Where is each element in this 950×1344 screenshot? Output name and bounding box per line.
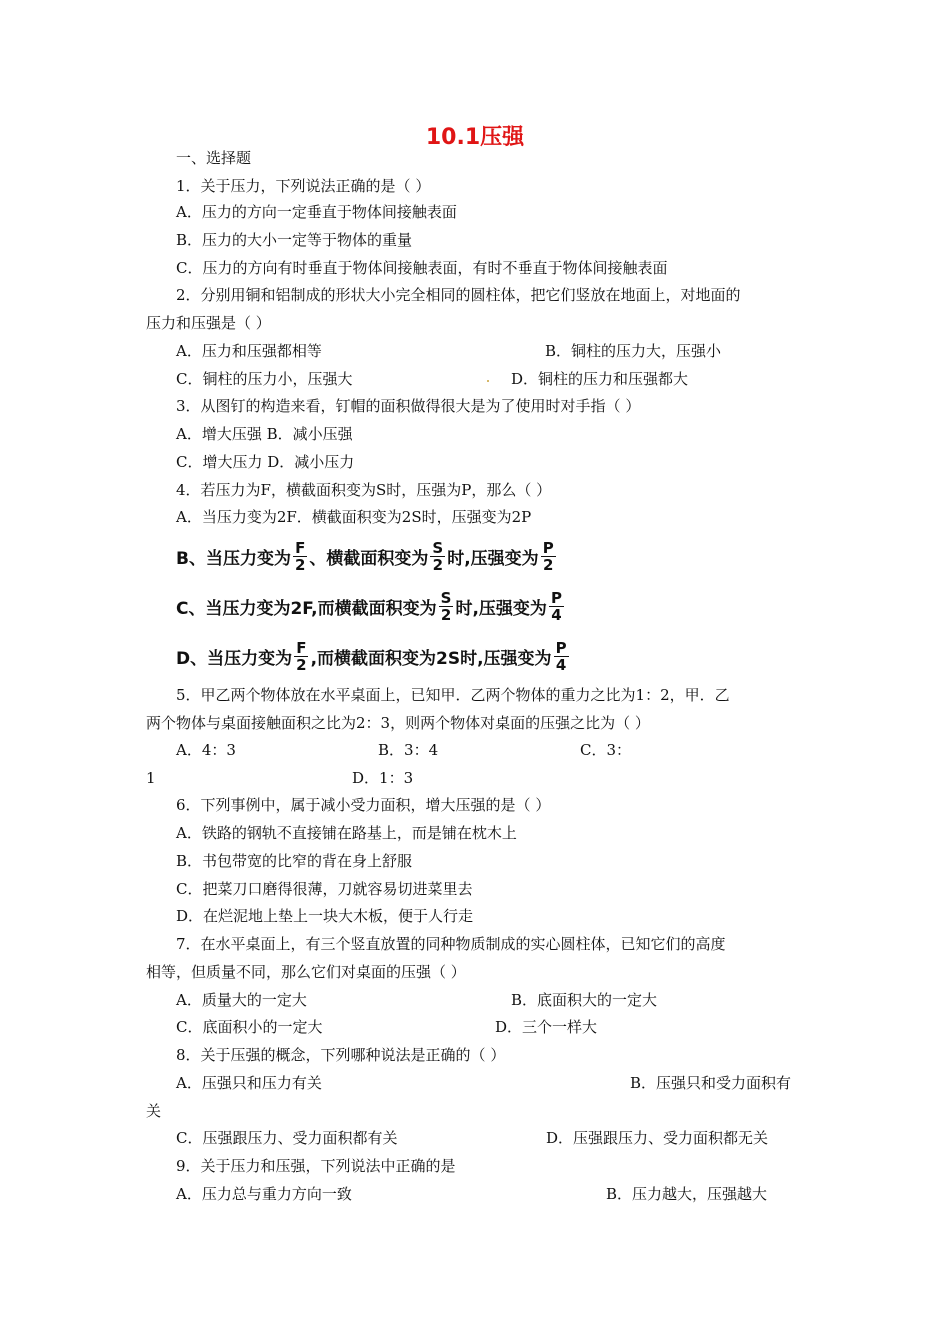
option-5a: A．4：3 xyxy=(176,741,236,759)
question-7: 7．在水平桌面上，有三个竖直放置的同种物质制成的实心圆柱体，已知它们的高度 xyxy=(176,935,726,953)
option-4c-text-1: C、当压力变为2F,而横截面积变为 xyxy=(176,599,437,619)
option-6d: D．在烂泥地上垫上一块大木板，便于人行走 xyxy=(176,907,474,925)
option-4b-text-3: 时,压强变为 xyxy=(447,549,539,569)
option-4d-text-2: ,而横截面积变为2S时,压强变为 xyxy=(310,649,552,669)
fraction-numerator: S xyxy=(440,589,452,607)
fraction-denominator: 2 xyxy=(294,556,306,574)
option-4c xyxy=(176,590,566,623)
option-5b: B．3：4 xyxy=(378,741,439,759)
option-7d: D．三个一样大 xyxy=(495,1018,598,1036)
fraction-numerator: P xyxy=(542,539,554,557)
option-4a: A．当压力变为2F．横截面积变为2S时，压强变为2P xyxy=(176,508,532,526)
question-2: 2．分别用铜和铝制成的形状大小完全相同的圆柱体，把它们竖放在地面上，对地面的 xyxy=(176,286,741,304)
fraction-numerator: P xyxy=(550,589,562,607)
fraction-denominator: 4 xyxy=(551,606,562,624)
fraction-numerator: S xyxy=(432,539,444,557)
question-2-continued: 压力和压强是（ ） xyxy=(146,314,271,332)
question-4: 4．若压力为F，横截面积变为S时，压强为P，那么（ ） xyxy=(176,481,552,499)
question-8: 8．关于压强的概念，下列哪种说法是正确的（ ） xyxy=(176,1046,506,1064)
option-8a: A．压强只和压力有关 xyxy=(176,1074,322,1092)
question-5: 5．甲乙两个物体放在水平桌面上，已知甲．乙两个物体的重力之比为1：2，甲．乙 xyxy=(176,686,730,704)
option-4b xyxy=(176,540,558,573)
option-5c: C．3： xyxy=(580,741,632,759)
options-3cd: C．增大压力 D．减小压力 xyxy=(176,453,355,471)
fraction-denominator: 2 xyxy=(432,556,444,574)
option-4c-text-2: 时,压强变为 xyxy=(455,599,547,619)
fraction-denominator: 2 xyxy=(542,556,554,574)
option-5d: D．1：3 xyxy=(352,769,414,787)
option-9b: B．压力越大，压强越大 xyxy=(606,1185,768,1203)
document-title: 10.1压强 xyxy=(425,125,525,150)
option-2b: B．铜柱的压力大，压强小 xyxy=(545,342,722,360)
option-7b: B．底面积大的一定大 xyxy=(511,991,658,1009)
fraction-p-over-4 xyxy=(549,590,564,623)
question-1: 1．关于压力，下列说法正确的是（ ） xyxy=(176,177,431,195)
option-4b-text-1: B、当压力变为 xyxy=(176,549,291,569)
option-7c: C．底面积小的一定大 xyxy=(176,1018,323,1036)
fraction-numerator: F xyxy=(296,639,307,657)
option-6c: C．把菜刀口磨得很薄，刀就容易切进菜里去 xyxy=(176,880,473,898)
option-1a: A．压力的方向一定垂直于物体间接触表面 xyxy=(176,203,457,221)
option-8d: D．压强跟压力、受力面积都无关 xyxy=(546,1129,769,1147)
fraction-f-over-2 xyxy=(293,540,307,573)
option-5c-continued: 1 xyxy=(146,769,156,787)
option-8b: B．压强只和受力面积有 xyxy=(630,1074,792,1092)
question-9: 9．关于压力和压强，下列说法中正确的是 xyxy=(176,1157,456,1175)
fraction-p-over-4 xyxy=(554,640,569,673)
option-1b: B．压力的大小一定等于物体的重量 xyxy=(176,231,413,249)
fraction-f-over-2 xyxy=(294,640,308,673)
speck-mark xyxy=(487,380,489,382)
option-2c: C．铜柱的压力小，压强大 xyxy=(176,370,353,388)
fraction-numerator: F xyxy=(295,539,306,557)
question-6: 6．下列事例中，属于减小受力面积，增大压强的是（ ） xyxy=(176,796,551,814)
option-6a: A．铁路的钢轨不直接铺在路基上，而是铺在枕木上 xyxy=(176,824,517,842)
option-6b: B．书包带宽的比窄的背在身上舒服 xyxy=(176,852,413,870)
option-4d xyxy=(176,640,571,673)
question-5-continued: 两个物体与桌面接触面积之比为2：3，则两个物体对桌面的压强之比为（ ） xyxy=(146,714,650,732)
option-2d: D．铜柱的压力和压强都大 xyxy=(511,370,689,388)
fraction-s-over-2 xyxy=(439,590,454,623)
fraction-numerator: P xyxy=(555,639,567,657)
fraction-denominator: 2 xyxy=(440,606,452,624)
question-7-continued: 相等，但质量不同，那么它们对桌面的压强（ ） xyxy=(146,963,466,981)
option-8c: C．压强跟压力、受力面积都有关 xyxy=(176,1129,398,1147)
option-4d-text-1: D、当压力变为 xyxy=(176,649,293,669)
section-heading: 一、选择题 xyxy=(176,149,252,167)
fraction-denominator: 4 xyxy=(555,656,567,674)
question-3: 3．从图钉的构造来看，钉帽的面积做得很大是为了使用时对手指（ ） xyxy=(176,397,641,415)
option-8b-continued: 关 xyxy=(146,1102,162,1120)
fraction-denominator: 2 xyxy=(296,656,307,674)
fraction-s-over-2 xyxy=(430,540,445,573)
option-2a: A．压力和压强都相等 xyxy=(176,342,322,360)
option-9a: A．压力总与重力方向一致 xyxy=(176,1185,352,1203)
option-7a: A．质量大的一定大 xyxy=(176,991,307,1009)
fraction-p-over-2 xyxy=(541,540,556,573)
option-1c: C．压力的方向有时垂直于物体间接触表面，有时不垂直于物体间接触表面 xyxy=(176,259,668,277)
option-4b-text-2: 、横截面积变为 xyxy=(309,549,429,569)
options-3ab: A．增大压强 B．减小压强 xyxy=(176,425,353,443)
